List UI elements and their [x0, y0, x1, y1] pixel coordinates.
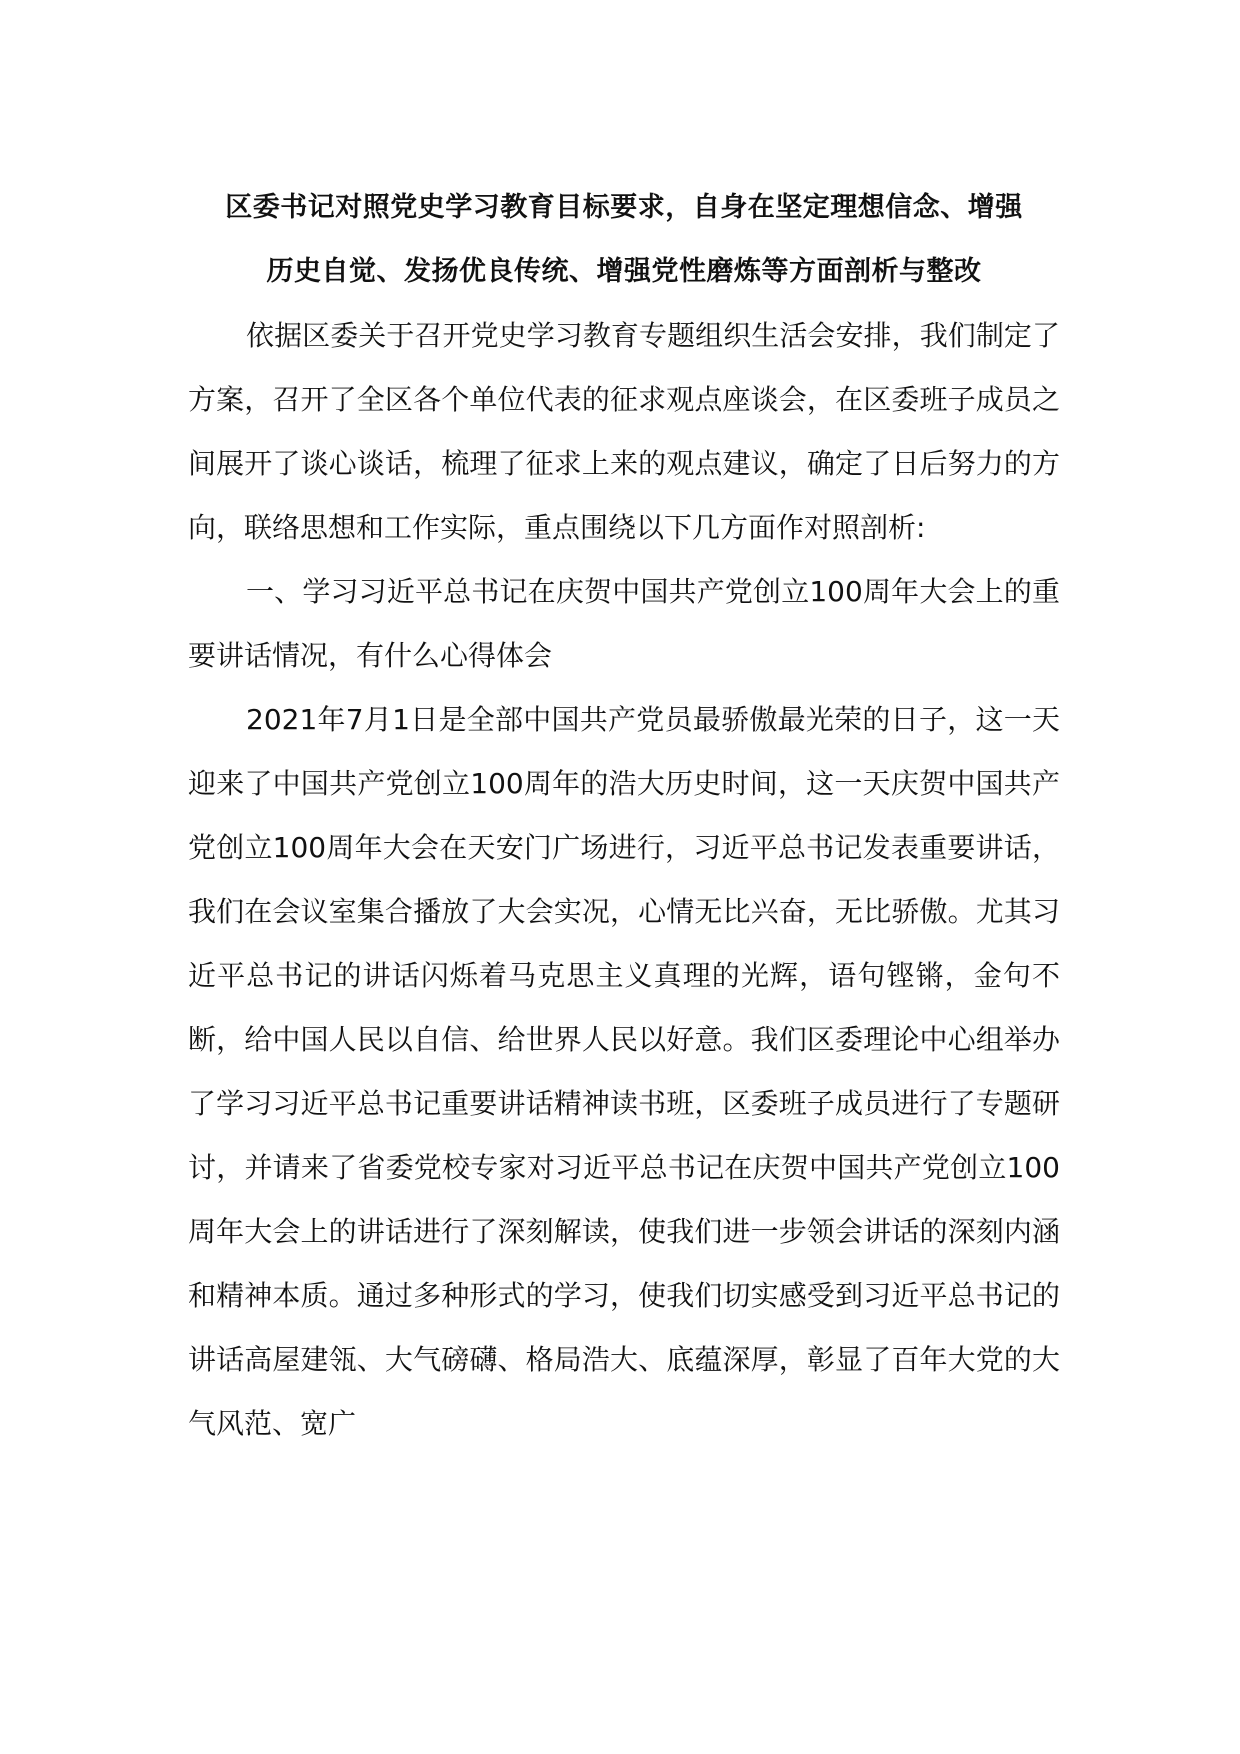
paragraph-section-1: 2021年7月1日是全部中国共产党员最骄傲最光荣的日子，这一天迎来了中国共产党创立100周年的浩大历史时间，这一天庆贺中国共产党创立100周年大会在天安门广场进行，习近平总书记发表重要讲话，我们在会议室集合播放了大会实况，心情无比兴奋，无比骄傲。尤其习近平总书记的讲话闪烁着马克思主义真理的光辉，语句铿锵，金句不断，给中国人民以自信、给世界人民以好意。我们区委理论中心组举办了学习习近平总书记重要讲话精神读书班，区委班子成员进行了专题研讨，并请来了省委党校专家对习近平总书记在庆贺中国共产党创立100周年大会上的讲话进行了深刻解读，使我们进一步领会讲话的深刻内涵和精神本质。通过多种形式的学习，使我们切实感受到习近平总书记的讲话高屋建瓴、大气磅礴、格局浩大、底蕴深厚，彰显了百年大党的大气风范、宽广: [188, 703, 1060, 1440]
paragraph-intro: 依据区委关于召开党史学习教育专题组织生活会安排，我们制定了方案，召开了全区各个单位代表的征求观点座谈会，在区委班子成员之间展开了谈心谈话，梳理了征求上来的观点建议，确定了日后努力的方向，联络思想和工作实际，重点围绕以下几方面作对照剖析:: [188, 319, 1060, 544]
section-heading-1: 一、学习习近平总书记在庆贺中国共产党创立100周年大会上的重要讲话情况，有什么心得体会: [188, 575, 1060, 672]
title-line-2: 历史自觉、发扬优良传统、增强党性磨炼等方面剖析与整改: [266, 256, 982, 287]
document-body: [188, 176, 1060, 1456]
title-line-1: 区委书记对照党史学习教育目标要求，自身在坚定理想信念、增强: [225, 192, 1023, 223]
document-title: [188, 176, 1060, 304]
